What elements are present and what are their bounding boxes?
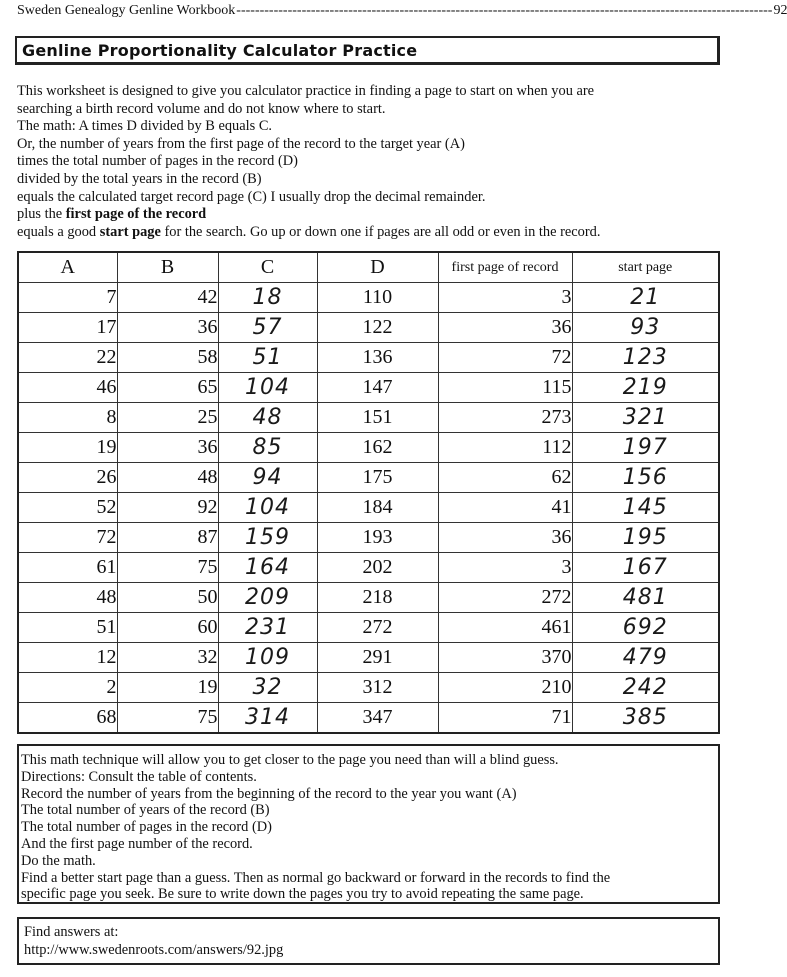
column-header-first-page: first page of record (438, 252, 572, 283)
cell-a: 48 (18, 583, 117, 613)
cell-a: 17 (18, 313, 117, 343)
directions-box (17, 744, 720, 904)
cell-c-handwritten: 51 (218, 343, 317, 373)
cell-first-page: 461 (438, 613, 572, 643)
cell-b: 32 (117, 643, 218, 673)
directions-line: specific page you seek. Be sure to write down the pages you try to avoid repeating the same page. (21, 886, 584, 903)
cell-d: 272 (317, 613, 438, 643)
cell-c-handwritten: 109 (218, 643, 317, 673)
cell-first-page: 41 (438, 493, 572, 523)
table-row (18, 673, 719, 703)
cell-b: 75 (117, 703, 218, 734)
worksheet-title: Genline Proportionality Calculator Practice (22, 41, 418, 60)
cell-c-handwritten: 159 (218, 523, 317, 553)
cell-b: 19 (117, 673, 218, 703)
cell-first-page: 210 (438, 673, 572, 703)
cell-first-page: 3 (438, 553, 572, 583)
cell-first-page: 273 (438, 403, 572, 433)
cell-a: 51 (18, 613, 117, 643)
cell-d: 147 (317, 373, 438, 403)
cell-c-handwritten: 314 (218, 703, 317, 734)
cell-d: 151 (317, 403, 438, 433)
column-header-b: B (117, 252, 218, 283)
page-number: 92 (773, 3, 787, 18)
cell-c-handwritten: 48 (218, 403, 317, 433)
table-body (18, 283, 719, 734)
cell-start-page-handwritten: 195 (572, 523, 719, 553)
cell-start-page-handwritten: 156 (572, 463, 719, 493)
intro-line: divided by the total years in the record (B) (17, 170, 262, 187)
cell-c-handwritten: 57 (218, 313, 317, 343)
cell-b: 36 (117, 433, 218, 463)
cell-d: 162 (317, 433, 438, 463)
cell-a: 26 (18, 463, 117, 493)
table-row (18, 523, 719, 553)
cell-a: 2 (18, 673, 117, 703)
cell-a: 8 (18, 403, 117, 433)
cell-start-page-handwritten: 692 (572, 613, 719, 643)
cell-start-page-handwritten: 145 (572, 493, 719, 523)
table-row (18, 403, 719, 433)
intro-plus-line (17, 206, 732, 224)
directions-line: This math technique will allow you to get closer to the page you need than will a blind guess. (21, 752, 559, 768)
table-row (18, 433, 719, 463)
cell-d: 175 (317, 463, 438, 493)
cell-c-handwritten: 104 (218, 373, 317, 403)
cell-start-page-handwritten: 219 (572, 373, 719, 403)
table-row (18, 643, 719, 673)
answers-box (17, 917, 720, 965)
cell-b: 75 (117, 553, 218, 583)
cell-a: 68 (18, 703, 117, 734)
directions-line: Record the number of years from the beginning of the record to the year you want (A) (21, 785, 517, 802)
cell-start-page-handwritten: 21 (572, 283, 719, 313)
cell-a: 22 (18, 343, 117, 373)
cell-start-page-handwritten: 321 (572, 403, 719, 433)
column-header-a: A (18, 252, 117, 283)
worksheet-title-box (15, 36, 720, 65)
cell-d: 218 (317, 583, 438, 613)
cell-c-handwritten: 209 (218, 583, 317, 613)
workbook-title: Sweden Genealogy Genline Workbook (17, 3, 236, 18)
cell-first-page: 115 (438, 373, 572, 403)
column-header-start-page: start page (572, 252, 719, 283)
cell-d: 347 (317, 703, 438, 734)
cell-first-page: 62 (438, 463, 572, 493)
column-header-d: D (317, 252, 438, 283)
intro-line: This worksheet is designed to give you calculator practice in finding a page to start on when you are (17, 83, 595, 99)
cell-d: 136 (317, 343, 438, 373)
intro-line: equals the calculated target record page (C) I usually drop the decimal remainder. (17, 188, 486, 205)
cell-b: 60 (117, 613, 218, 643)
table-row (18, 283, 719, 313)
cell-c-handwritten: 104 (218, 493, 317, 523)
cell-first-page: 3 (438, 283, 572, 313)
cell-d: 291 (317, 643, 438, 673)
intro-line: The math: A times D divided by B equals C. (17, 118, 273, 135)
cell-b: 36 (117, 313, 218, 343)
column-header-c: C (218, 252, 317, 283)
cell-b: 65 (117, 373, 218, 403)
cell-b: 48 (117, 463, 218, 493)
cell-first-page: 36 (438, 313, 572, 343)
cell-c-handwritten: 231 (218, 613, 317, 643)
cell-c-handwritten: 94 (218, 463, 317, 493)
answers-label: Find answers at: (24, 924, 119, 940)
cell-b: 58 (117, 343, 218, 373)
cell-d: 110 (317, 283, 438, 313)
directions-line: The total number of years of the record (B) (21, 802, 270, 819)
directions-line: The total number of pages in the record (D) (21, 819, 272, 836)
cell-start-page-handwritten: 481 (572, 583, 719, 613)
answers-url[interactable]: http://www.swedenroots.com/answers/92.jpg (24, 942, 284, 958)
practice-table (17, 251, 720, 734)
table-row (18, 493, 719, 523)
cell-d: 122 (317, 313, 438, 343)
table-row (18, 613, 719, 643)
intro-equals-line (17, 224, 732, 242)
cell-start-page-handwritten: 479 (572, 643, 719, 673)
page-header (17, 3, 787, 19)
cell-a: 52 (18, 493, 117, 523)
cell-a: 7 (18, 283, 117, 313)
cell-d: 193 (317, 523, 438, 553)
cell-d: 184 (317, 493, 438, 523)
cell-a: 12 (18, 643, 117, 673)
cell-first-page: 71 (438, 703, 572, 734)
cell-a: 61 (18, 553, 117, 583)
intro-line: times the total number of pages in the record (D) (17, 153, 298, 170)
header-dash-leader: ------------------------------------------------------------------------------------------------------------------- (236, 3, 773, 18)
cell-c-handwritten: 85 (218, 433, 317, 463)
intro-equals-pre: equals a good (17, 223, 100, 240)
intro-line: Or, the number of years from the first page of the record to the target year (A) (17, 135, 465, 152)
directions-line: Do the math. (21, 852, 96, 869)
cell-b: 50 (117, 583, 218, 613)
cell-a: 19 (18, 433, 117, 463)
cell-d: 202 (317, 553, 438, 583)
cell-start-page-handwritten: 385 (572, 703, 719, 734)
intro-plus-bold: first page of the record (65, 206, 207, 223)
table-row (18, 313, 719, 343)
directions-line: Directions: Consult the table of contents. (21, 768, 257, 785)
cell-first-page: 36 (438, 523, 572, 553)
cell-start-page-handwritten: 197 (572, 433, 719, 463)
intro-line: searching a birth record volume and do not know where to start. (17, 100, 386, 117)
cell-b: 92 (117, 493, 218, 523)
cell-start-page-handwritten: 123 (572, 343, 719, 373)
table-row (18, 373, 719, 403)
cell-start-page-handwritten: 93 (572, 313, 719, 343)
cell-b: 87 (117, 523, 218, 553)
cell-first-page: 272 (438, 583, 572, 613)
table-row (18, 343, 719, 373)
table-header-row (18, 252, 719, 283)
intro-text (17, 83, 732, 241)
cell-first-page: 72 (438, 343, 572, 373)
cell-start-page-handwritten: 167 (572, 553, 719, 583)
intro-equals-bold: start page (99, 223, 161, 240)
cell-a: 72 (18, 523, 117, 553)
table-row (18, 583, 719, 613)
cell-c-handwritten: 18 (218, 283, 317, 313)
intro-plus-pre: plus the (17, 206, 66, 223)
cell-start-page-handwritten: 242 (572, 673, 719, 703)
cell-c-handwritten: 32 (218, 673, 317, 703)
table-row (18, 553, 719, 583)
cell-b: 25 (117, 403, 218, 433)
cell-a: 46 (18, 373, 117, 403)
cell-first-page: 370 (438, 643, 572, 673)
table-row (18, 703, 719, 734)
cell-d: 312 (317, 673, 438, 703)
cell-b: 42 (117, 283, 218, 313)
cell-c-handwritten: 164 (218, 553, 317, 583)
cell-first-page: 112 (438, 433, 572, 463)
intro-equals-post: for the search. Go up or down one if pages are all odd or even in the record. (160, 223, 601, 240)
table-row (18, 463, 719, 493)
directions-line: Find a better start page than a guess. Then as normal go backward or forward in the records to find the (21, 869, 611, 886)
directions-line: And the first page number of the record. (21, 835, 253, 852)
